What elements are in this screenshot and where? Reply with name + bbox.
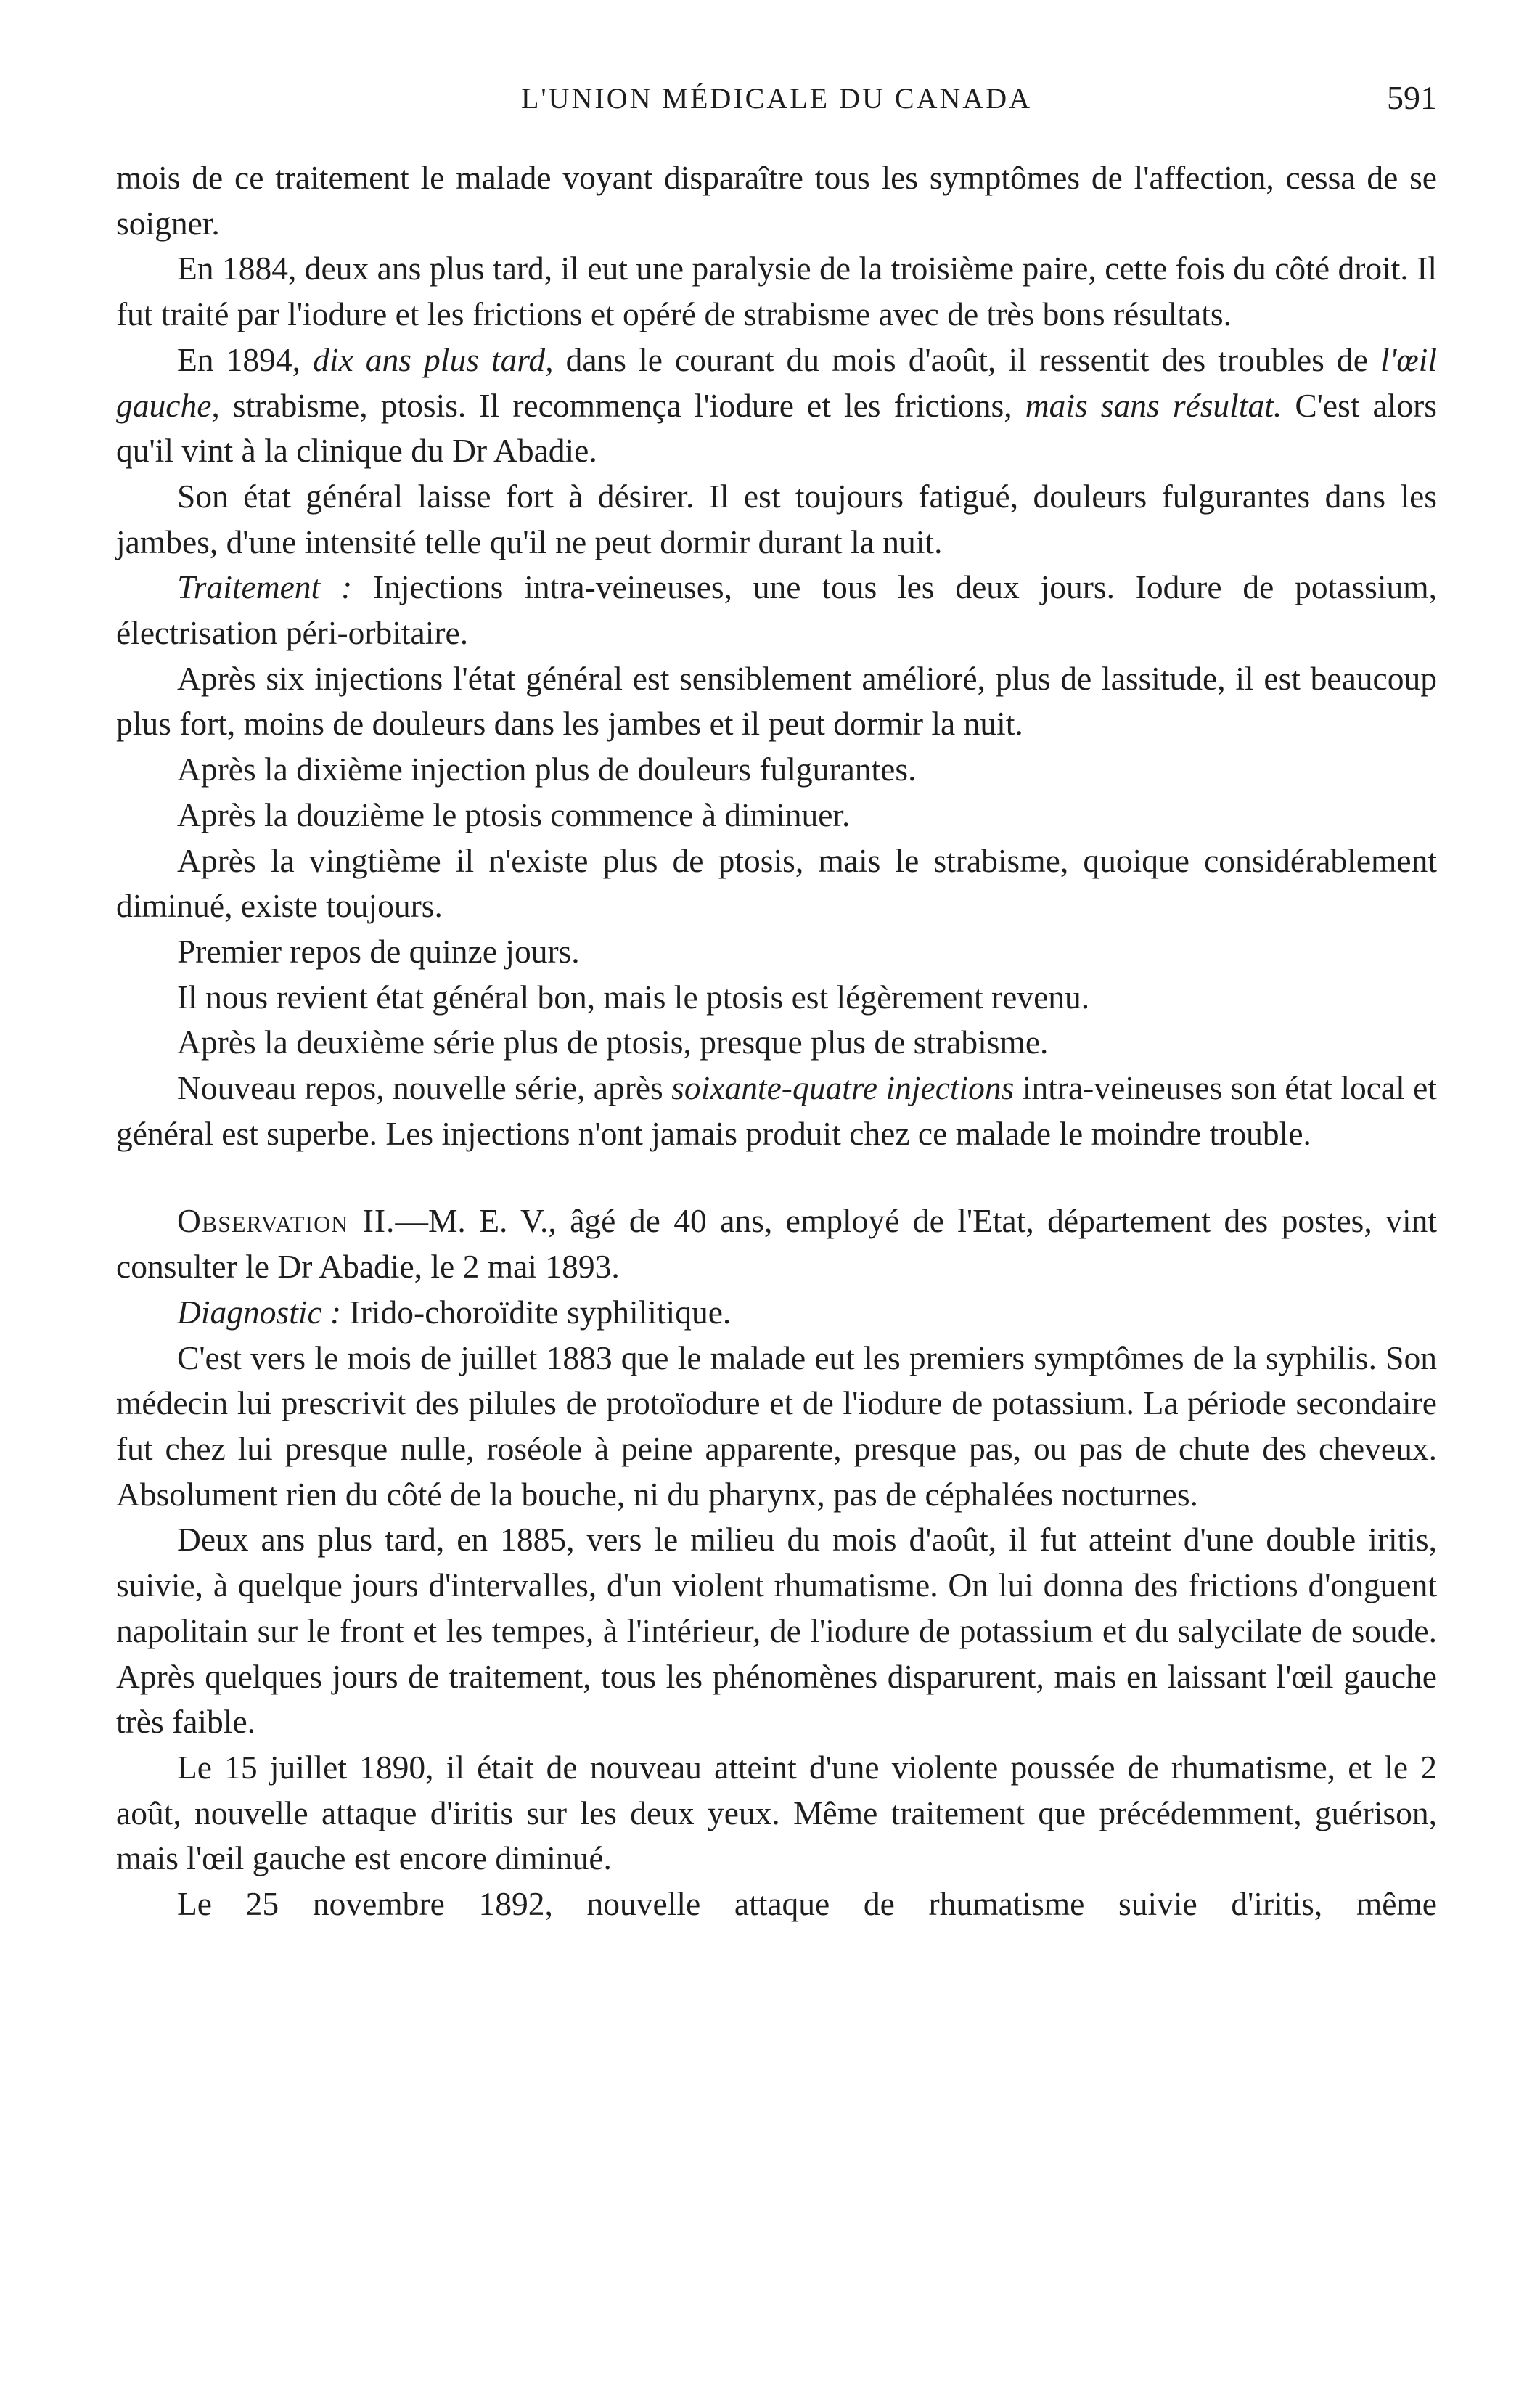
paragraph: Après la vingtième il n'existe plus de ptosis, mais le strabisme, quoique considérablement diminué, existe toujours.: [116, 841, 1437, 925]
paragraph: [116, 1066, 1437, 1156]
italic-phrase: l'œil gauche,: [116, 340, 1437, 424]
paragraph: [116, 565, 1437, 655]
text-run: intra-veineuses son état local et général est superbe. Les injections n'ont jamais produit chez ce malade le moindre trouble.: [116, 1069, 1437, 1152]
paragraph: Premier repos de quinze jours.: [177, 932, 580, 970]
text-run: —M. E. V., âgé de 40 ans, employé de l'Etat, département des postes, vint consulter le Dr Abadie, le 2 mai 1893.: [116, 1202, 1437, 1286]
text-run: strabisme, ptosis. Il recommença l'iodure et les frictions,: [219, 386, 1025, 424]
paragraph: Le 25 novembre 1892, nouvelle attaque de rhumatisme suivie d'iritis, même: [177, 1885, 1437, 1923]
italic-phrase: soixante-quatre injections: [671, 1069, 1015, 1107]
paragraph: C'est vers le mois de juillet 1883 que le malade eut les premiers symptômes de la syphilis. Son médecin lui prescrivit des pilules de protoïodure et de l'iodure de potassium. La période secondaire fut chez lui presque nulle, roséole à peine apparente, presque pas, ou pas de chute des cheveux. Absolument rien du côté de la bouche, ni du pharynx, pas de céphalées nocturnes.: [116, 1339, 1437, 1513]
paragraph: [116, 1290, 1437, 1336]
paragraph: Après la deuxième série plus de ptosis, presque plus de strabisme.: [177, 1024, 1049, 1061]
section-label: Traitement :: [177, 568, 353, 606]
paragraph: Après la dixième injection plus de douleurs fulgurantes.: [177, 751, 917, 788]
paragraph: [116, 338, 1437, 474]
observation-heading-paragraph: [116, 1198, 1437, 1289]
paragraph: Le 15 juillet 1890, il était de nouveau atteint d'une violente poussée de rhumatisme, et le 2 août, nouvelle attaque d'iritis sur les deux yeux. Même traitement que précédemment, guérison, mais l'œil gauche est encore diminué.: [116, 1748, 1437, 1877]
italic-phrase: dix ans plus tard,: [313, 340, 554, 378]
body-text: [116, 155, 1437, 1927]
text-run: Injections intra-veineuses, une tous les deux jours. Iodure de potassium, électrisation péri-orbitaire.: [116, 568, 1437, 652]
paragraph: Après la douzième le ptosis commence à diminuer.: [177, 796, 851, 833]
paragraph: Deux ans plus tard, en 1885, vers le milieu du mois d'août, il fut atteint d'une double iritis, suivie, à quelque jours d'intervalles, d'un violent rhumatisme. On lui donna des frictions d'onguent napolitain sur le front et les tempes, à l'intérieur, de l'iodure de potassium et du salycilate de soude. Après quelques jours de traitement, tous les phénomènes disparurent, mais en laissant l'œil gauche très faible.: [116, 1521, 1437, 1741]
paragraph: Son état général laisse fort à désirer. Il est toujours fatigué, douleurs fulgurantes dans les jambes, d'une intensité telle qu'il ne peut dormir durant la nuit.: [116, 477, 1437, 560]
text-run: Nouveau repos, nouvelle série, après: [177, 1069, 672, 1107]
paragraph: mois de ce traitement le malade voyant disparaître tous les symptômes de l'affection, cessa de se soigner.: [116, 159, 1437, 242]
page-number: 591: [1387, 79, 1437, 116]
text-run: Irido-choroïdite syphilitique.: [341, 1293, 732, 1331]
observation-label: Observation II.: [177, 1202, 396, 1240]
paragraph: Il nous revient état général bon, mais le ptosis est légèrement revenu.: [177, 978, 1090, 1016]
running-title: L'UNION MÉDICALE DU CANADA: [520, 82, 1033, 115]
text-run: C'est alors qu'il vint à la clinique du Dr Abadie.: [116, 386, 1437, 470]
text-run: En 1894,: [177, 340, 314, 378]
paragraph: En 1884, deux ans plus tard, il eut une paralysie de la troisième paire, cette fois du côté droit. Il fut traité par l'iodure et les frictions et opéré de strabisme avec de très bons résultats.: [116, 250, 1437, 333]
italic-phrase: mais sans résultat.: [1025, 386, 1282, 424]
paragraph: Après six injections l'état général est sensiblement amélioré, plus de lassitude, il est beaucoup plus fort, moins de douleurs dans les jambes et il peut dormir la nuit.: [116, 659, 1437, 743]
text-run: dans le courant du mois d'août, il ressentit des troubles de: [553, 340, 1380, 378]
page-header: [116, 81, 1437, 125]
section-label: Diagnostic :: [177, 1293, 342, 1331]
